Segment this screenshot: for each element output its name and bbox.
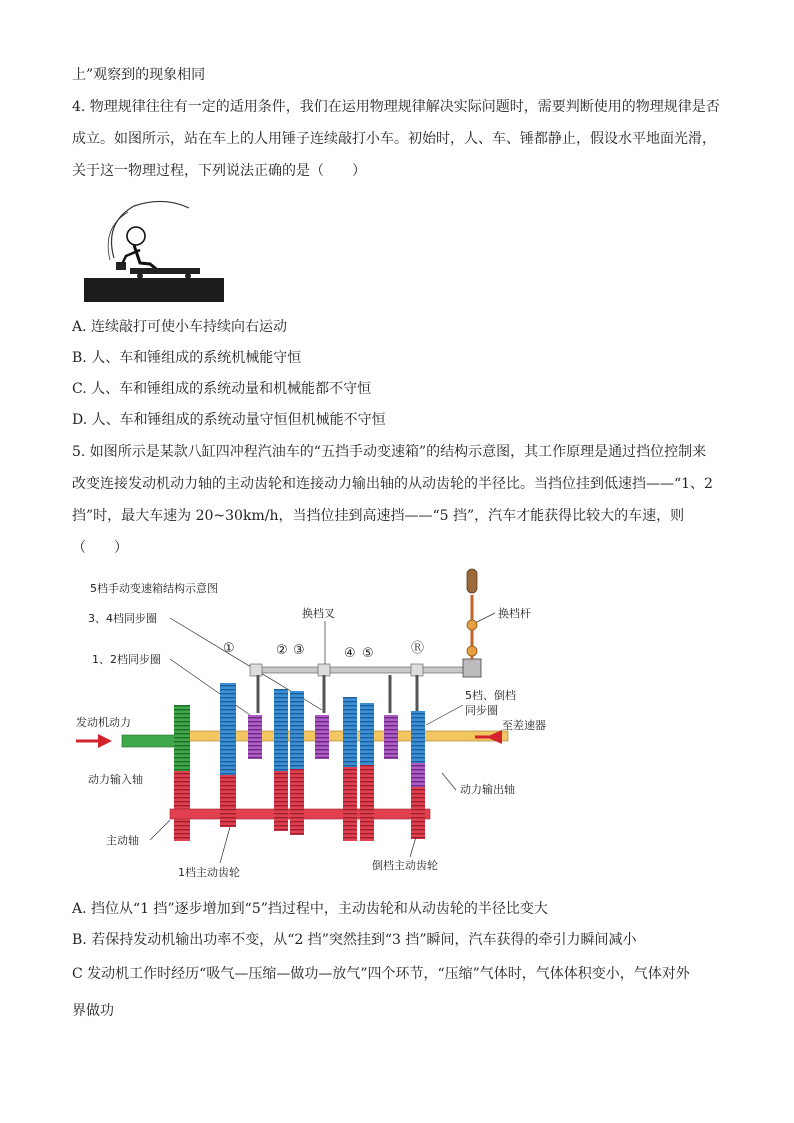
label-main: 主动轴	[106, 834, 139, 847]
label-diff: 至差速器	[502, 719, 546, 732]
gear-mark: ③	[293, 643, 305, 658]
question-4-stem: 4. 物理规律往往有一定的适用条件，我们在运用物理规律解决实际问题时，需要判断使用的物理规律是否	[72, 99, 720, 115]
option-c: C. 人、车和锤组成的系统动量和机械能都不守恒	[72, 381, 372, 397]
option-b: B. 若保持发动机输出功率不变，从“2 挡”突然挂到“3 挡”瞬间，汽车获得的牵引力瞬间减小	[72, 932, 637, 948]
question-4-stem: 关于这一物理过程，下列说法正确的是（ ）	[72, 163, 366, 179]
gear-mark: ②	[276, 643, 288, 658]
label-lever: 换档杆	[498, 607, 531, 620]
label-sync12: 1、2档同步圈	[92, 653, 161, 666]
option-b: B. 人、车和锤组成的系统机械能守恒	[72, 350, 302, 366]
diagram-title: 5档手动变速箱结构示意图	[90, 582, 218, 595]
option-a: A. 连续敲打可使小车持续向右运动	[72, 319, 288, 335]
label-sync34: 3、4档同步圈	[88, 612, 157, 625]
gearbox-diagram	[70, 565, 590, 885]
label-output: 动力输出轴	[460, 783, 515, 796]
option-c-continued: 界做功	[72, 1003, 114, 1019]
question-5-stem: 5. 如图所示是某款八缸四冲程汽油车的“五挡手动变速箱”的结构示意图，其工作原理是通过挡位控制来	[72, 444, 707, 460]
option-d: D. 人、车和锤组成的系统动量守恒但机械能不守恒	[72, 412, 386, 428]
label-input: 动力输入轴	[88, 773, 143, 786]
text-line: 上”观察到的现象相同	[72, 67, 206, 83]
label-gear1: 1档主动齿轮	[178, 866, 240, 879]
label-sync5r: 同步圈	[465, 704, 498, 717]
question-5-stem: 挡”时，最大车速为 20~30km/h，当挡位挂到高速挡——“5 挡”，汽车才能获得比较大的车速，则	[72, 508, 685, 524]
question-5-stem: （ ）	[72, 540, 128, 556]
label-fork: 换档叉	[302, 607, 335, 620]
label-reverse: 倒档主动齿轮	[372, 859, 438, 872]
gear-mark: ①	[223, 641, 235, 656]
label-sync5r: 5档、倒档	[465, 689, 516, 702]
gear-mark: ④	[344, 646, 356, 661]
question-5-stem: 改变连接发动机动力轴的主动齿轮和连接动力输出轴的从动齿轮的半径比。当挡位挂到低速挡——“1、2	[72, 476, 713, 492]
hammer-cart-figure	[84, 198, 224, 302]
label-engine: 发动机动力	[76, 716, 131, 729]
gear-mark: Ⓡ	[411, 641, 425, 656]
option-c: C 发动机工作时经历“吸气—压缩—做功—放气”四个环节，“压缩”气体时，气体体积变小，气体对外	[72, 966, 690, 982]
question-4-stem: 成立。如图所示，站在车上的人用锤子连续敲打小车。初始时，人、车、锤都静止，假设水平地面光滑，	[72, 131, 716, 147]
gear-mark: ⑤	[362, 646, 374, 661]
option-a: A. 挡位从“1 挡”逐步增加到“5”挡过程中，主动齿轮和从动齿轮的半径比变大	[72, 901, 548, 917]
